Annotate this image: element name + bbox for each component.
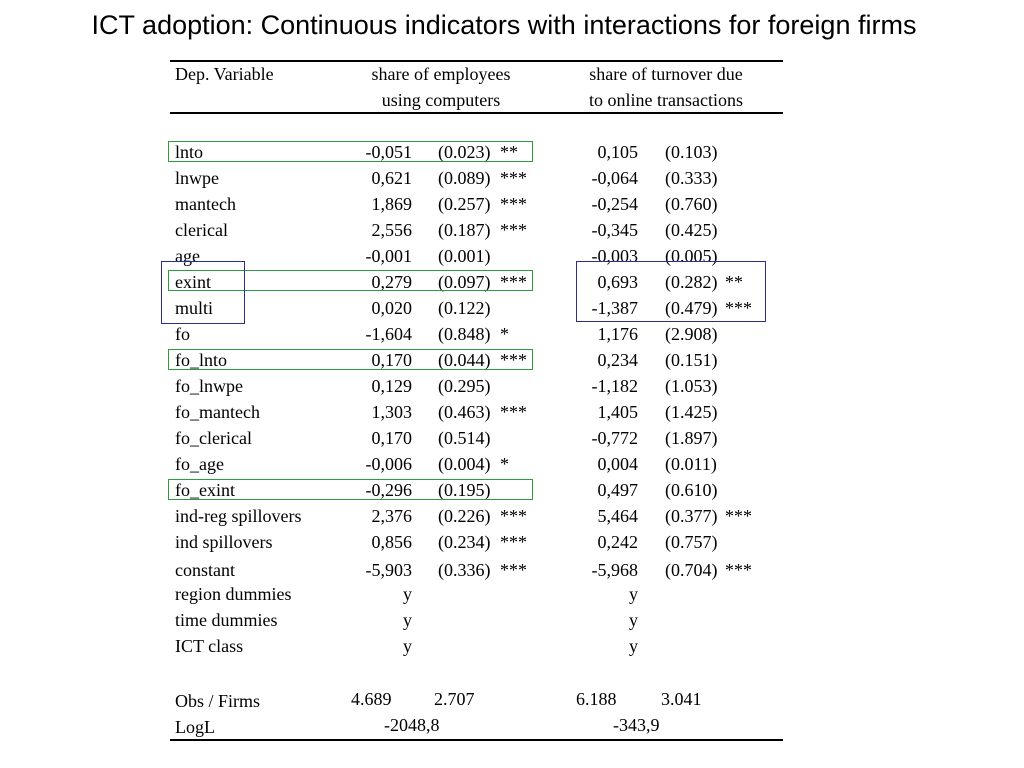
row-se-col1: (0.257) [438, 194, 491, 214]
row-coef-col1: y [403, 584, 412, 604]
header-col1-line1: share of employees [371, 64, 511, 84]
header-col2-line2: to online transactions [589, 90, 743, 110]
row-se-col1: (0.226) [438, 506, 491, 526]
obs-firms-label: Obs / Firms [175, 691, 261, 711]
row-coef-col1: -0,296 [365, 480, 412, 500]
row-stars-col1: *** [500, 560, 527, 580]
highlight-box-exint-multi-right [576, 261, 766, 322]
row-coef-col2: 0,497 [597, 480, 638, 500]
row-se-col2: (0.103) [665, 142, 718, 162]
row-coef-col2: y [629, 584, 638, 604]
row-label: fo_lnwpe [175, 376, 243, 396]
row-se-col2: (0.005) [665, 246, 718, 266]
row-coef-col2: 5,464 [597, 506, 638, 526]
row-coef-col2: -1,387 [591, 298, 638, 318]
row-se-col2: (0.151) [665, 350, 718, 370]
logl-col1: -2048,8 [384, 715, 440, 735]
row-se-col2: (0.282) [665, 272, 718, 292]
row-stars-col1: * [500, 454, 509, 474]
row-coef-col1: 1,303 [371, 402, 412, 422]
row-stars-col1: *** [500, 220, 527, 240]
row-se-col1: (0.187) [438, 220, 491, 240]
row-stars-col2: ** [725, 272, 743, 292]
row-se-col2: (1.425) [665, 402, 718, 422]
row-se-col2: (0.757) [665, 532, 718, 552]
row-se-col1: (0.122) [438, 298, 491, 318]
row-coef-col1: 2,376 [371, 506, 412, 526]
row-label: fo_exint [175, 480, 235, 500]
row-se-col1: (0.514) [438, 428, 491, 448]
row-se-col2: (0.704) [665, 560, 718, 580]
firms-col2: 3.041 [661, 689, 702, 709]
row-stars-col1: *** [500, 506, 527, 526]
row-coef-col2: 0,105 [597, 142, 638, 162]
row-coef-col2: -5,968 [591, 560, 638, 580]
row-coef-col2: y [629, 636, 638, 656]
highlight-box-fo-exint [168, 479, 533, 500]
highlight-box-fo-lnto [168, 349, 533, 370]
row-stars-col2: *** [725, 560, 752, 580]
row-coef-col1: y [403, 636, 412, 656]
highlight-box-exint-multi-left [161, 261, 245, 324]
row-se-col1: (0.336) [438, 560, 491, 580]
row-label: ind spillovers [175, 532, 273, 552]
row-coef-col2: y [629, 610, 638, 630]
row-label: fo_clerical [175, 428, 252, 448]
header-col1-line2: using computers [381, 90, 501, 110]
row-coef-col2: -0,254 [591, 194, 638, 214]
row-se-col2: (0.011) [665, 454, 717, 474]
row-stars-col1: *** [500, 350, 527, 370]
row-coef-col1: -0,001 [365, 246, 412, 266]
slide-title: ICT adoption: Continuous indicators with interactions for foreign firms [91, 10, 917, 40]
row-label: mantech [175, 194, 236, 214]
row-se-col2: (2.908) [665, 324, 718, 344]
row-label: lnwpe [175, 168, 219, 188]
row-stars-col1: *** [500, 168, 527, 188]
header-dep-variable: Dep. Variable [175, 64, 274, 84]
row-label: clerical [175, 220, 228, 240]
row-label: age [175, 246, 200, 266]
row-coef-col2: 1,405 [597, 402, 638, 422]
row-se-col1: (0.004) [438, 454, 491, 474]
row-label: time dummies [175, 610, 278, 630]
row-se-col1: (0.295) [438, 376, 491, 396]
row-stars-col1: *** [500, 402, 527, 422]
row-coef-col2: 0,234 [597, 350, 638, 370]
row-stars-col1: *** [500, 272, 527, 292]
row-coef-col1: -0,006 [365, 454, 412, 474]
row-se-col2: (0.760) [665, 194, 718, 214]
row-se-col1: (0.234) [438, 532, 491, 552]
row-coef-col1: -1,604 [365, 324, 412, 344]
row-coef-col1: 0,170 [371, 428, 412, 448]
row-coef-col1: 0,279 [371, 272, 412, 292]
row-stars-col1: ** [500, 142, 518, 162]
row-coef-col2: -0,064 [591, 168, 638, 188]
row-label: fo_mantech [175, 402, 260, 422]
row-coef-col1: 1,869 [371, 194, 412, 214]
row-coef-col2: -0,345 [591, 220, 638, 240]
highlight-box-lnto [168, 141, 533, 162]
table-bottom-rule [170, 739, 783, 741]
row-se-col1: (0.023) [438, 142, 491, 162]
row-label: fo_age [175, 454, 224, 474]
header-col2-line1: share of turnover due [589, 64, 743, 84]
row-se-col1: (0.001) [438, 246, 491, 266]
row-coef-col1: 0,170 [371, 350, 412, 370]
row-coef-col2: -1,182 [591, 376, 638, 396]
row-se-col2: (0.425) [665, 220, 718, 240]
row-coef-col1: 2,556 [371, 220, 412, 240]
row-coef-col2: -0,772 [591, 428, 638, 448]
row-label: multi [175, 298, 214, 318]
row-coef-col2: 1,176 [597, 324, 638, 344]
row-label: ind-reg spillovers [175, 506, 302, 526]
row-label: exint [175, 272, 211, 292]
row-se-col2: (0.333) [665, 168, 718, 188]
row-stars-col1: *** [500, 194, 527, 214]
logl-col2: -343,9 [613, 715, 660, 735]
row-label: ICT class [175, 636, 244, 656]
row-stars-col2: *** [725, 506, 752, 526]
row-coef-col1: 0,020 [371, 298, 412, 318]
row-stars-col1: * [500, 324, 509, 344]
row-se-col1: (0.848) [438, 324, 491, 344]
row-coef-col2: -0,003 [591, 246, 638, 266]
row-coef-col1: 0,621 [371, 168, 412, 188]
row-se-col2: (0.479) [665, 298, 718, 318]
logl-label: LogL [175, 717, 215, 737]
row-label: constant [175, 560, 235, 580]
row-coef-col1: 0,129 [371, 376, 412, 396]
row-stars-col1: *** [500, 532, 527, 552]
obs-col2: 6.188 [576, 689, 617, 709]
obs-col1: 4.689 [351, 689, 392, 709]
row-stars-col2: *** [725, 298, 752, 318]
row-se-col1: (0.089) [438, 168, 491, 188]
row-se-col2: (0.610) [665, 480, 718, 500]
row-coef-col2: 0,242 [597, 532, 638, 552]
row-se-col1: (0.044) [438, 350, 491, 370]
row-coef-col2: 0,004 [597, 454, 638, 474]
row-coef-col1: -5,903 [365, 560, 412, 580]
row-se-col2: (0.377) [665, 506, 718, 526]
firms-col1: 2.707 [434, 689, 475, 709]
row-label: region dummies [175, 584, 292, 604]
row-se-col1: (0.195) [438, 480, 491, 500]
row-coef-col1: 0,856 [371, 532, 412, 552]
row-coef-col2: 0,693 [597, 272, 638, 292]
row-se-col1: (0.463) [438, 402, 491, 422]
row-label: fo_lnto [175, 350, 227, 370]
row-se-col1: (0.097) [438, 272, 491, 292]
row-coef-col1: y [403, 610, 412, 630]
row-coef-col1: -0,051 [365, 142, 412, 162]
row-se-col2: (1.053) [665, 376, 718, 396]
row-label: fo [175, 324, 190, 344]
row-se-col2: (1.897) [665, 428, 718, 448]
row-label: lnto [175, 142, 204, 162]
